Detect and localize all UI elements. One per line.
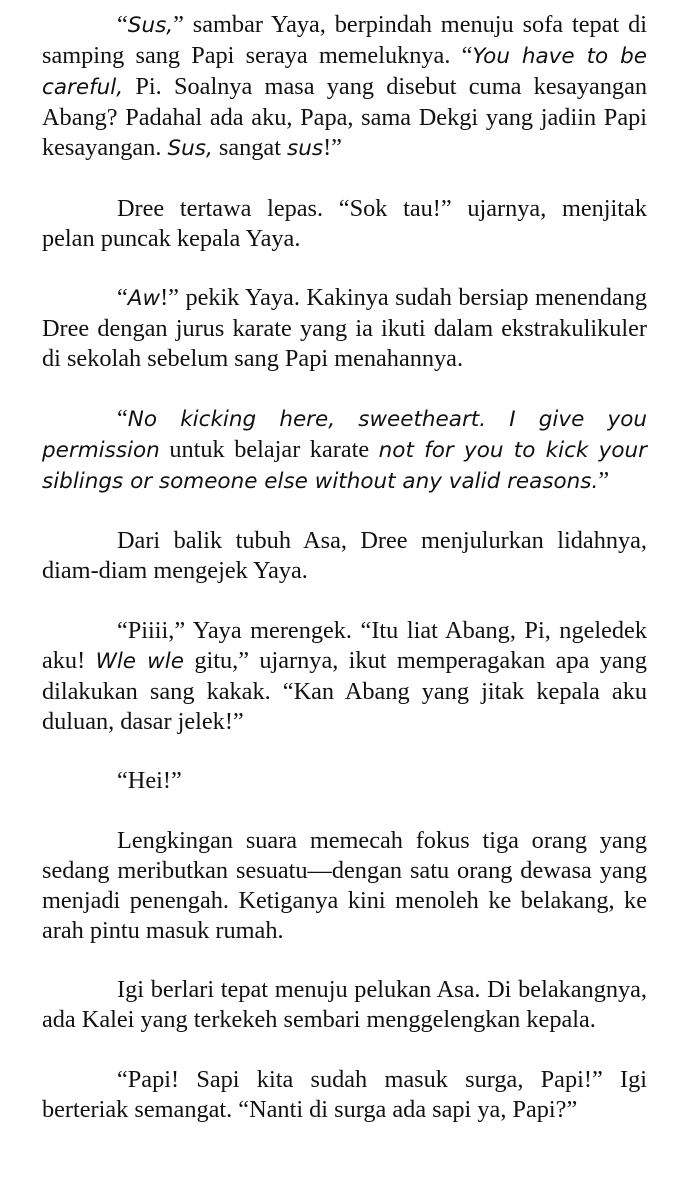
paragraph-7: “Hei!” <box>117 767 182 794</box>
paragraph-6: “Piiii,” Yaya merengek. “Itu liat Abang, Pi, ngeledek aku! Wle wle gitu,” ujarnya, ikut memperagakan apa yang dilakukan sang kakak. “Kan Abang yang jitak kepala aku duluan, dasar jelek!” <box>42 616 647 735</box>
paragraph-3: “Aw!” pekik Yaya. Kakinya sudah bersiap menendang Dree dengan jurus karate yang ia ikuti dalam ekstrakulikuler di sekolah sebelum sang Papi menahannya. <box>42 284 647 372</box>
paragraph-9: Igi berlari tepat menuju pelukan Asa. Di belakangnya, ada Kalei yang terkekeh sembari menggelengkan kepala. <box>42 976 647 1033</box>
paragraph-4: “No kicking here, sweetheart. I give you permission untuk belajar karate not for you to kick your siblings or someone else without any valid reasons.” <box>42 404 647 494</box>
paragraph-1: “Sus,” sambar Yaya, berpindah menuju sofa tepat di samping sang Papi seraya memeluknya. “You have to be careful, Pi. Soalnya masa yang disebut cuma kesayangan Abang? Padahal ada aku, Papa, sama Dekgi yang jadiin Papi kesayangan. Sus, sangat sus!” <box>42 11 647 161</box>
paragraph-8: Lengkingan suara memecah fokus tiga orang yang sedang meributkan sesuatu—dengan satu orang dewasa yang menjadi penengah. Ketiganya kini menoleh ke belakang, ke arah pintu masuk rumah. <box>42 826 647 944</box>
paragraph-10: “Papi! Sapi kita sudah masuk surga, Papi!” Igi berteriak semangat. “Nanti di surga ada sapi ya, Papi?” <box>42 1065 647 1123</box>
paragraph-5: Dari balik tubuh Asa, Dree menjulurkan lidahnya, diam-diam mengejek Yaya. <box>42 527 647 584</box>
paragraph-2: Dree tertawa lepas. “Sok tau!” ujarnya, menjitak pelan puncak kepala Yaya. <box>42 194 647 252</box>
